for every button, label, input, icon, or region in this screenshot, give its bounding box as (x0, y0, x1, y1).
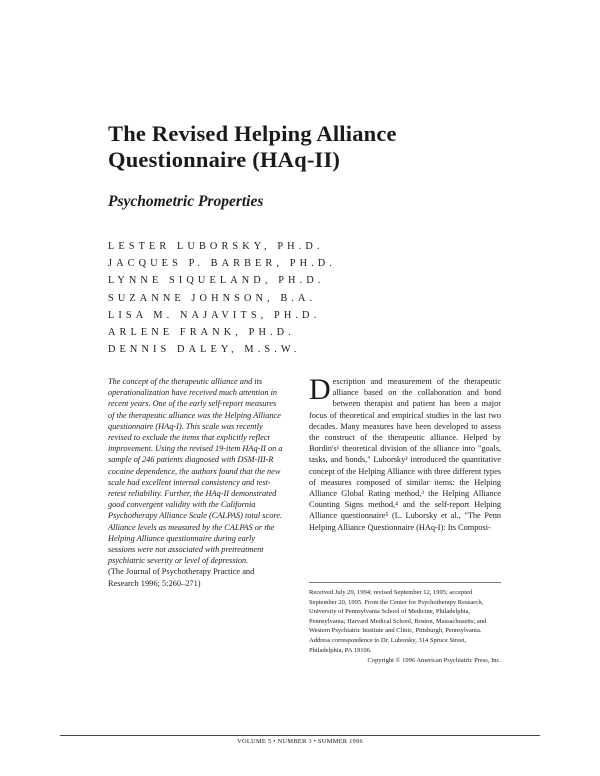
footnote-text: Received July 29, 1994; revised September 12, 1995; accepted September 20, 1995. From the Center for Psychotherapy Research, University of Pennsylvania School of Medicine, Philadelphia, Pennsylvania; Harvard Medical School, Boston, Massachusetts; and Western Psychiatric Institute and Clinic, Pittsburgh, Pennsylvania. Address correspondence to Dr. Luborsky, 314 Spruce Street, Philadelphia, PA 19106. (309, 589, 487, 654)
intro-text: escription and measurement of the therapeutic alliance based on the collaboration and bond between therapist and patient has been a major focus of theoretical and empirical studies in the last two decades. Many measures have been developed to assess the construct of the therapeutic alliance. Helped by Bordin's¹ theoretical division of the alliance into "goals, tasks, and bonds," Luborsky² introduced the quantitative concept of the Helping Alliance with three different types of measures composed of similar items: the Helping Alliance Global Rating method,³ the Helping Alliance Counting Signs method,⁴ and the self-report Helping Alliance questionnaire⁵ (L. Luborsky et al., "The Penn Helping Alliance Questionnaire (HAq-I): Its Composi- (309, 377, 501, 532)
journal-footer: VOLUME 5 • NUMBER 3 • SUMMER 1996 (237, 738, 363, 745)
footnote (309, 588, 501, 666)
footnote-divider (309, 582, 501, 583)
author-name: ARLENE FRANK, PH.D. (108, 327, 295, 339)
drop-cap: D (309, 373, 331, 406)
author-name: DENNIS DALEY, M.S.W. (108, 344, 301, 356)
copyright-notice: Copyright © 1996 American Psychiatric Press, Inc. (367, 657, 501, 665)
author-name: LISA M. NAJAVITS, PH.D. (108, 309, 321, 321)
author-name: SUZANNE JOHNSON, B.A. (108, 292, 317, 304)
author-name: LYNNE SIQUELAND, PH.D. (108, 275, 325, 287)
author-list (108, 238, 336, 358)
article-subtitle: Psychometric Properties (108, 193, 264, 210)
footer-divider (60, 735, 540, 736)
article-title: The Revised Helping Alliance Questionnaire (HAq-II) (108, 121, 397, 172)
intro-paragraph (309, 373, 501, 533)
journal-citation: (The Journal of Psychotherapy Practice and Research 1996; 5:260–271) (108, 567, 255, 588)
abstract-text: The concept of the therapeutic alliance and its operationalization have received much attention in recent years. One of the early self-report measures of the therapeutic alliance was the Helping Alliance questionnaire (HAq-I). This scale was recently revised to exclude the items that explicitly reflect improvement. Using the revised 19-item HAq-II on a sample of 246 patients diagnosed with DSM-III-R cocaine dependence, the authors found that the new scale had excellent internal consistency and test-retest reliability. Further, the HAq-II demonstrated good convergent validity with the California Psychotherapy Alliance Scale (CALPAS) total score. Alliance levels as measured by the CALPAS or the Helping Alliance questionnaire during early sessions were not associated with pretreatment psychiatric severity or level of depression. (108, 377, 283, 566)
abstract (108, 376, 284, 589)
author-name: JACQUES P. BARBER, PH.D. (108, 258, 337, 270)
author-name: LESTER LUBORSKY, PH.D. (108, 241, 324, 252)
